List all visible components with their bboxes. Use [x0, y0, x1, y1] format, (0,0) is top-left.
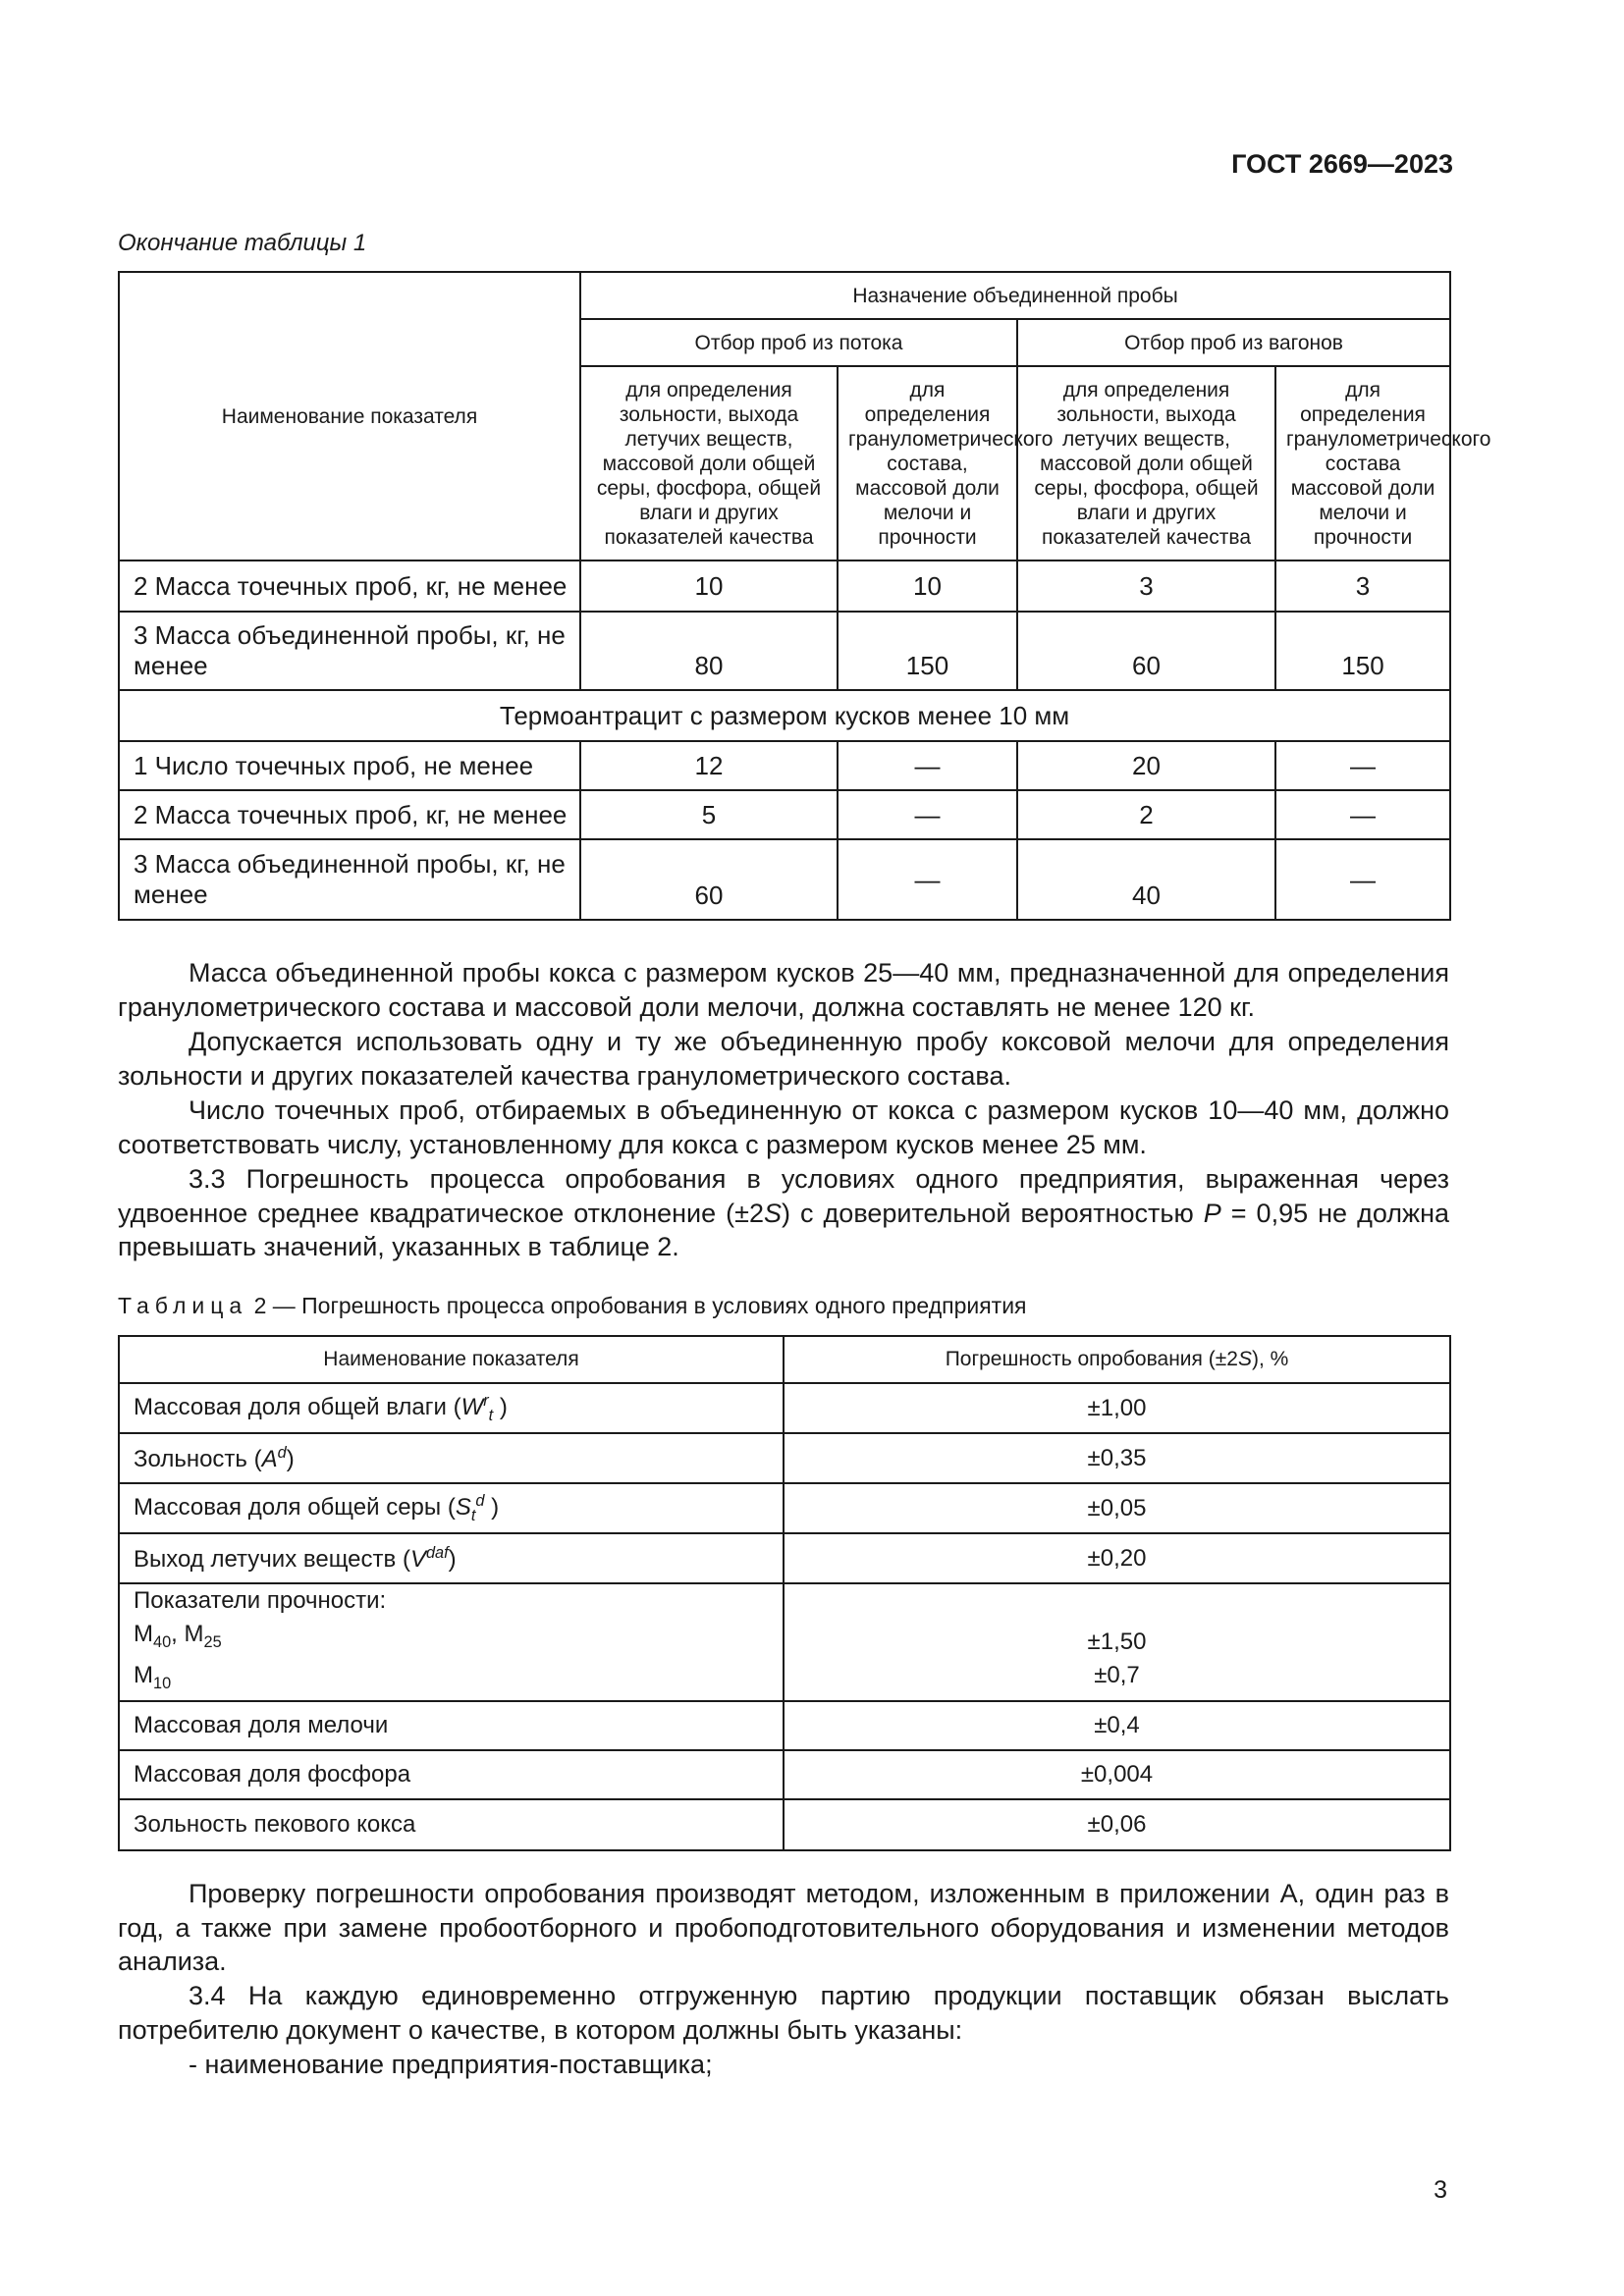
row-label: 3 Масса объединенной пробы, кг, не менее [119, 612, 580, 690]
header-wagons: Отбор проб из вагонов [1017, 319, 1450, 366]
cell-value: 80 [580, 612, 838, 690]
paragraph-3-3: 3.3 Погрешность процесса опробования в условиях одного предприятия, выраженная через удвоенное среднее квадратическое отклонение (±2S) с доверительной вероятностью P = 0,95 не должна превышать значений, указанных в таблице 2. [118, 1164, 1450, 1261]
cell-value: — [838, 839, 1017, 920]
subheader-wagons-quality: для определения зольности, выхода летучих веществ, массовой доли общей серы, фосфора, общей влаги и других показателей качества [1017, 366, 1275, 561]
cell-value: — [1275, 839, 1450, 920]
row-label: Зольность $(A^d)$ [119, 1433, 784, 1483]
cell-value: 60 [1017, 612, 1275, 690]
table-row [119, 790, 1450, 839]
row-label: Показатели прочности: $M_{40}$, $M_{25}$ $M_{10}$ [119, 1583, 784, 1701]
subheader-wagons-granulometry: для определения гранулометрического состава массовой доли мелочи и прочности [1275, 366, 1450, 561]
row-label: 3 Масса объединенной пробы, кг, не менее [119, 839, 580, 920]
cell-value: — [838, 741, 1017, 790]
cell-value: ±0,20 [784, 1533, 1450, 1583]
cell-value: 150 [838, 612, 1017, 690]
cell-value: 10 [580, 561, 838, 612]
table-row [119, 1483, 1450, 1533]
table-row-strength [119, 1583, 1450, 1701]
cell-value: ±1,00 [784, 1383, 1450, 1433]
subheader-stream-granulometry: для определения гранулометрического состава, массовой доли мелочи и прочности [838, 366, 1017, 561]
cell-value: 40 [1017, 839, 1275, 920]
cell-value: — [838, 790, 1017, 839]
cell-value: 60 [580, 839, 838, 920]
cell-value: ±0,004 [784, 1750, 1450, 1799]
table-row [119, 1750, 1450, 1799]
cell-value: 2 [1017, 790, 1275, 839]
table-row [119, 1433, 1450, 1483]
document-code: ГОСТ 2669—2023 [1231, 149, 1453, 179]
paragraph: Число точечных проб, отбираемых в объединенную от кокса с размером кусков 10—40 мм, должно соответствовать числу, установленному для кокса с размером кусков менее 25 мм. [118, 1095, 1449, 1159]
row-label: Массовая доля мелочи [119, 1701, 784, 1750]
paragraph: Масса объединенной пробы кокса с размером кусков 25—40 мм, предназначенной для определения гранулометрического состава и массовой доли мелочи, должна составлять не менее 120 кг. [118, 958, 1449, 1022]
cell-value: ±1,50 ±0,7 [784, 1583, 1450, 1701]
cell-value: 3 [1275, 561, 1450, 612]
table-row [119, 561, 1450, 612]
cell-value: — [1275, 741, 1450, 790]
table-row [119, 1533, 1450, 1583]
section-title: Термоантрацит с размером кусков менее 10 мм [119, 690, 1450, 741]
cell-value: ±0,06 [784, 1799, 1450, 1850]
header-error: Погрешность опробования (±2S), % [784, 1336, 1450, 1383]
header-purpose: Назначение объединенной пробы [580, 272, 1450, 319]
row-label: Массовая доля общей серы ($S_t^d$ ) [119, 1483, 784, 1533]
header-param-name: Наименование показателя [119, 272, 580, 561]
paragraph: Допускается использовать одну и ту же объединенную пробу коксовой мелочи для определения зольности и других показателей качества гранулометрического состава. [118, 1027, 1449, 1091]
row-label: Массовая доля общей влаги ($W^r_t$ ) [119, 1383, 784, 1433]
row-label: 2 Масса точечных проб, кг, не менее [119, 790, 580, 839]
list-item: - наименование предприятия-поставщика; [189, 2050, 713, 2079]
header-stream: Отбор проб из потока [580, 319, 1017, 366]
table-row [119, 1799, 1450, 1850]
cell-value: ±0,4 [784, 1701, 1450, 1750]
table-2 [118, 1335, 1451, 1851]
table-row [119, 741, 1450, 790]
cell-value: 20 [1017, 741, 1275, 790]
page-number: 3 [1434, 2176, 1447, 2204]
table-row [119, 1383, 1450, 1433]
table-row [119, 839, 1450, 920]
row-label: Выход летучих веществ $(V^{daf})$ [119, 1533, 784, 1583]
row-label: 2 Масса точечных проб, кг, не менее [119, 561, 580, 612]
cell-value: — [1275, 790, 1450, 839]
paragraph-3-4: 3.4 На каждую единовременно отгруженную партию продукции поставщик обязан выслать потребителю документ о качестве, в котором должны быть указаны: [118, 1981, 1449, 2045]
cell-value: 5 [580, 790, 838, 839]
subheader-stream-quality: для определения зольности, выхода летучих веществ, массовой доли общей серы, фосфора, общей влаги и других показателей качества [580, 366, 838, 561]
cell-value: 3 [1017, 561, 1275, 612]
header-param-name: Наименование показателя [119, 1336, 784, 1383]
table-row [119, 1701, 1450, 1750]
row-label: 1 Число точечных проб, не менее [119, 741, 580, 790]
cell-value: ±0,35 [784, 1433, 1450, 1483]
table2-caption: Таблица 2 — Погрешность процесса опробования в условиях одного предприятия [118, 1293, 1027, 1318]
row-label: Массовая доля фосфора [119, 1750, 784, 1799]
cell-value: 10 [838, 561, 1017, 612]
row-label: Зольность пекового кокса [119, 1799, 784, 1850]
table-row [119, 612, 1450, 690]
cell-value: 150 [1275, 612, 1450, 690]
paragraph: Проверку погрешности опробования производят методом, изложенным в приложении А, один раз в год, а также при замене пробоотборного и пробоподготовительного оборудования и изменении методов анализа. [118, 1879, 1449, 1976]
cell-value: ±0,05 [784, 1483, 1450, 1533]
cell-value: 12 [580, 741, 838, 790]
table1-continuation-caption: Окончание таблицы 1 [118, 230, 367, 256]
table-1 [118, 271, 1491, 921]
